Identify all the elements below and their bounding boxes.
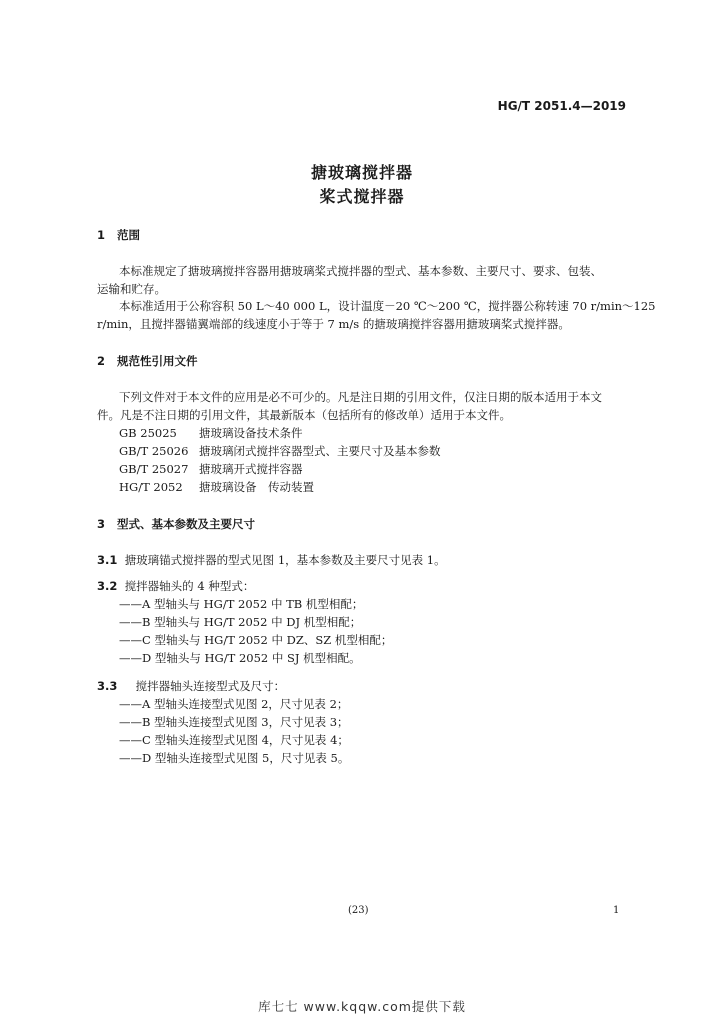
reference-code: HG/T 2052 bbox=[119, 480, 183, 494]
list-item: ——A 型轴头连接型式见图 2，尺寸见表 2； bbox=[119, 697, 349, 711]
section-1-heading bbox=[97, 227, 140, 243]
section-2-title: 规范性引用文件 bbox=[117, 354, 198, 368]
reference-code: GB/T 25026 bbox=[119, 444, 189, 458]
list-item: ——D 型轴头连接型式见图 5，尺寸见表 5。 bbox=[119, 751, 350, 765]
reference-item bbox=[119, 443, 441, 459]
clause-3-2-number: 3.2 bbox=[97, 579, 118, 593]
reference-code: GB/T 25027 bbox=[119, 462, 189, 476]
clause-3-3 bbox=[97, 678, 285, 694]
section-1-number: 1 bbox=[97, 228, 106, 242]
list-item: ——D 型轴头与 HG/T 2052 中 SJ 机型相配。 bbox=[119, 651, 361, 665]
section-1-para1-line2: 运输和贮存。 bbox=[97, 282, 166, 296]
clause-3-3-number: 3.3 bbox=[97, 679, 118, 693]
page-footer-center: (23) bbox=[348, 905, 369, 916]
section-1-para2-line2: r/min，且搅拌器锚翼端部的线速度小于等于 7 m/s 的搪玻璃搅拌容器用搪玻璃桨式搅拌器。 bbox=[97, 317, 570, 331]
clause-3-3-text: 搅拌器轴头连接型式及尺寸： bbox=[135, 679, 286, 693]
list-item: ——C 型轴头连接型式见图 4，尺寸见表 4； bbox=[119, 733, 349, 747]
clause-3-1 bbox=[97, 552, 446, 568]
reference-item bbox=[119, 479, 314, 495]
document-title-line2: 桨式搅拌器 bbox=[319, 187, 405, 206]
reference-title: 搪玻璃闭式搅拌容器型式、主要尺寸及基本参数 bbox=[199, 444, 441, 458]
reference-title: 搪玻璃设备技术条件 bbox=[199, 426, 303, 440]
list-item: ——A 型轴头与 HG/T 2052 中 TB 机型相配； bbox=[119, 597, 364, 611]
section-1-para2-line1: 本标准适用于公称容积 50 L～40 000 L，设计温度－20 ℃～200 ℃，搅拌器公称转速 70 r/min～125 bbox=[119, 299, 656, 313]
section-2-para1-line2: 件。凡是不注日期的引用文件，其最新版本（包括所有的修改单）适用于本文件。 bbox=[97, 408, 511, 422]
reference-title: 搪玻璃开式搅拌容器 bbox=[199, 462, 303, 476]
clause-3-1-number: 3.1 bbox=[97, 553, 118, 567]
reference-code: GB 25025 bbox=[119, 426, 177, 440]
list-item: ——B 型轴头连接型式见图 3，尺寸见表 3； bbox=[119, 715, 349, 729]
section-1-title: 范围 bbox=[117, 228, 141, 242]
list-item: ——B 型轴头与 HG/T 2052 中 DJ 机型相配； bbox=[119, 615, 362, 629]
section-2-heading bbox=[97, 353, 198, 369]
list-item: ——C 型轴头与 HG/T 2052 中 DZ、SZ 机型相配； bbox=[119, 633, 393, 647]
reference-title: 搪玻璃设备 传动装置 bbox=[199, 480, 314, 494]
reference-item bbox=[119, 461, 303, 477]
section-2-number: 2 bbox=[97, 354, 106, 368]
clause-3-2-text: 搅拌器轴头的 4 种型式： bbox=[124, 579, 255, 593]
clause-3-1-text: 搪玻璃锚式搅拌器的型式见图 1，基本参数及主要尺寸见表 1。 bbox=[124, 553, 446, 567]
section-1-para1-line1: 本标准规定了搪玻璃搅拌容器用搪玻璃桨式搅拌器的型式、基本参数、主要尺寸、要求、包装、 bbox=[119, 264, 602, 278]
standard-code: HG/T 2051.4—2019 bbox=[497, 99, 626, 113]
section-3-number: 3 bbox=[97, 517, 106, 531]
clause-3-2 bbox=[97, 578, 254, 594]
download-watermark: 库七七 www.kqqw.com提供下载 bbox=[258, 999, 466, 1014]
section-3-title: 型式、基本参数及主要尺寸 bbox=[117, 517, 256, 531]
reference-item bbox=[119, 425, 303, 441]
section-2-para1-line1: 下列文件对于本文件的应用是必不可少的。凡是注日期的引用文件，仅注日期的版本适用于本文 bbox=[119, 390, 602, 404]
page-number: 1 bbox=[613, 905, 620, 916]
document-title-line1: 搪玻璃搅拌器 bbox=[310, 163, 413, 182]
section-3-heading bbox=[97, 516, 255, 532]
